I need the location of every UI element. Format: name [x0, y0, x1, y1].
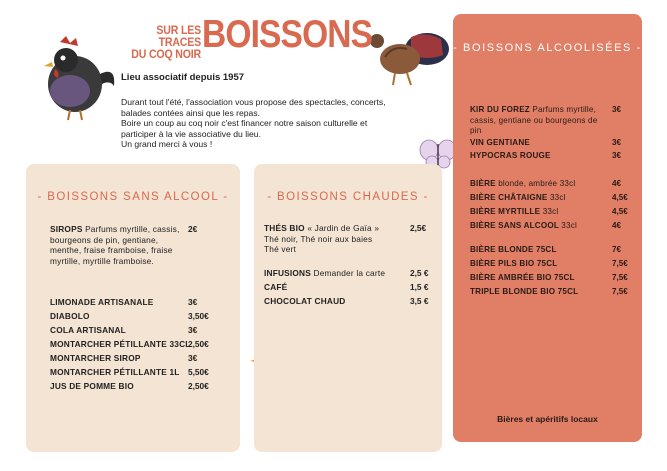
- item-desc: blonde, ambrée: [498, 179, 558, 188]
- panel-title: - BOISSONS ALCOOLISÉES -: [453, 42, 642, 54]
- item-price: 7,5€: [612, 259, 628, 268]
- item-price: 3€: [612, 105, 622, 114]
- item-name: BIÈRE PILS BIO 75CL: [470, 259, 558, 268]
- item-name: BIÈRE AMBRÉE BIO 75CL: [470, 273, 575, 282]
- item-price: 3€: [612, 138, 622, 147]
- item-name: [470, 221, 577, 232]
- item-name: HYPOCRAS ROUGE: [470, 151, 551, 160]
- item-desc: « Jardin de Gaïa »: [307, 223, 380, 233]
- item-name: VIN GENTIANE: [470, 138, 530, 147]
- item-name: BIÈRE BLONDE 75CL: [470, 245, 557, 254]
- item-price: 4,5€: [612, 193, 628, 202]
- item-name-text: THÉS BIO: [264, 223, 305, 233]
- panel-boissons-chaudes: [254, 164, 442, 452]
- item-price: 1,5 €: [410, 282, 429, 292]
- item-name: CAFÉ: [264, 282, 288, 292]
- panel-sans-alcool: [26, 164, 240, 452]
- item-name: MONTARCHER PÉTILLANTE 1L: [50, 367, 180, 377]
- item-name: DIABOLO: [50, 311, 90, 321]
- brand-line-2: DU COQ NOIR: [131, 49, 201, 61]
- item-price: 3€: [188, 297, 198, 307]
- item-price: 2,5€: [410, 223, 427, 233]
- item-name: TRIPLE BLONDE BIO 75CL: [470, 287, 579, 296]
- item-name: COLA ARTISANAL: [50, 325, 126, 335]
- item-name-text: INFUSIONS: [264, 268, 311, 278]
- item-price: 4,5€: [612, 207, 628, 216]
- rooster-icon: [30, 36, 120, 121]
- panel-title: - BOISSONS CHAUDES -: [267, 191, 429, 203]
- panel-footer: Bières et apéritifs locaux: [497, 414, 598, 424]
- panel-title: - BOISSONS SANS ALCOOL -: [37, 191, 229, 203]
- item-size: 33cl: [542, 207, 559, 216]
- item-name: [470, 207, 558, 218]
- page-title: BOISSONS: [202, 13, 373, 56]
- item-size: 33cl: [549, 193, 566, 202]
- item-desc: Demander la carte: [313, 268, 386, 278]
- item-desc: Parfums myrtille, cassis, bourgeons de pin, gentiane, menthe, fraise framboise, fraise myrtille, myrtille framboise.: [50, 224, 180, 266]
- item-desc: Parfums myrtille, cassis, gentiane ou bourgeons de pin: [470, 105, 598, 135]
- item-name: [264, 268, 385, 279]
- panel-boissons-alcoolisees: [453, 14, 642, 442]
- intro-line: Durant tout l'été, l'association vous propose des spectacles, concerts,: [121, 97, 386, 107]
- item-name-text: KIR DU FOREZ: [470, 105, 530, 114]
- item-name: CHOCOLAT CHAUD: [264, 296, 346, 306]
- item-price: 7,5€: [612, 287, 628, 296]
- item-price: 3,50€: [188, 311, 209, 321]
- item-price: 3€: [188, 325, 198, 335]
- item-size: 33cl: [561, 221, 577, 230]
- intro-line: Boire un coup au coq noir c'est financer notre saison culturelle et: [121, 118, 368, 128]
- item-price: 2,5 €: [410, 268, 429, 278]
- item-name: [50, 224, 190, 266]
- item-name: MONTARCHER PÉTILLANTE 33CL: [50, 339, 191, 349]
- brand-small-title: [127, 25, 201, 61]
- item-name-text: BIÈRE SANS ALCOOL: [470, 221, 559, 230]
- item-price: 7€: [612, 245, 622, 254]
- intro-text: [121, 97, 421, 150]
- item-name-text: BIÈRE CHÂTAIGNE: [470, 193, 548, 202]
- item-name: JUS DE POMME BIO: [50, 381, 134, 391]
- brand-line-1: SUR LES TRACES: [156, 25, 201, 49]
- item-price: 4€: [612, 221, 622, 230]
- item-desc: Thé vert: [264, 244, 297, 254]
- item-name-text: BIÈRE MYRTILLE: [470, 207, 541, 216]
- item-size: 33cl: [559, 179, 576, 188]
- item-name: [470, 179, 575, 190]
- item-price: 3€: [188, 353, 198, 363]
- item-name: MONTARCHER SIROP: [50, 353, 141, 363]
- intro-line: participer à la vie associative du lieu.: [121, 128, 261, 139]
- intro-line: balades contées ainsi que les repas.: [121, 107, 261, 118]
- item-name: [470, 193, 566, 204]
- item-desc: Thé noir, Thé noir aux baies: [264, 233, 373, 244]
- item-name: LIMONADE ARTISANALE: [50, 297, 154, 307]
- item-name-text: BIÈRE: [470, 179, 496, 188]
- item-price: 3,5 €: [410, 296, 429, 306]
- item-name: [470, 105, 600, 137]
- item-name: [264, 223, 404, 255]
- item-price: 3€: [612, 151, 622, 160]
- intro-line: Un grand merci à vous !: [121, 139, 213, 149]
- intro-subtitle: Lieu associatif depuis 1957: [121, 72, 245, 83]
- item-price: 5,50€: [188, 367, 209, 377]
- item-price: 2,50€: [188, 381, 209, 391]
- item-name-text: SIROPS: [50, 224, 83, 234]
- item-price: 2,50€: [188, 339, 209, 349]
- item-price: 4€: [612, 179, 622, 188]
- item-price: 2€: [188, 224, 198, 234]
- item-price: 7,5€: [612, 273, 628, 282]
